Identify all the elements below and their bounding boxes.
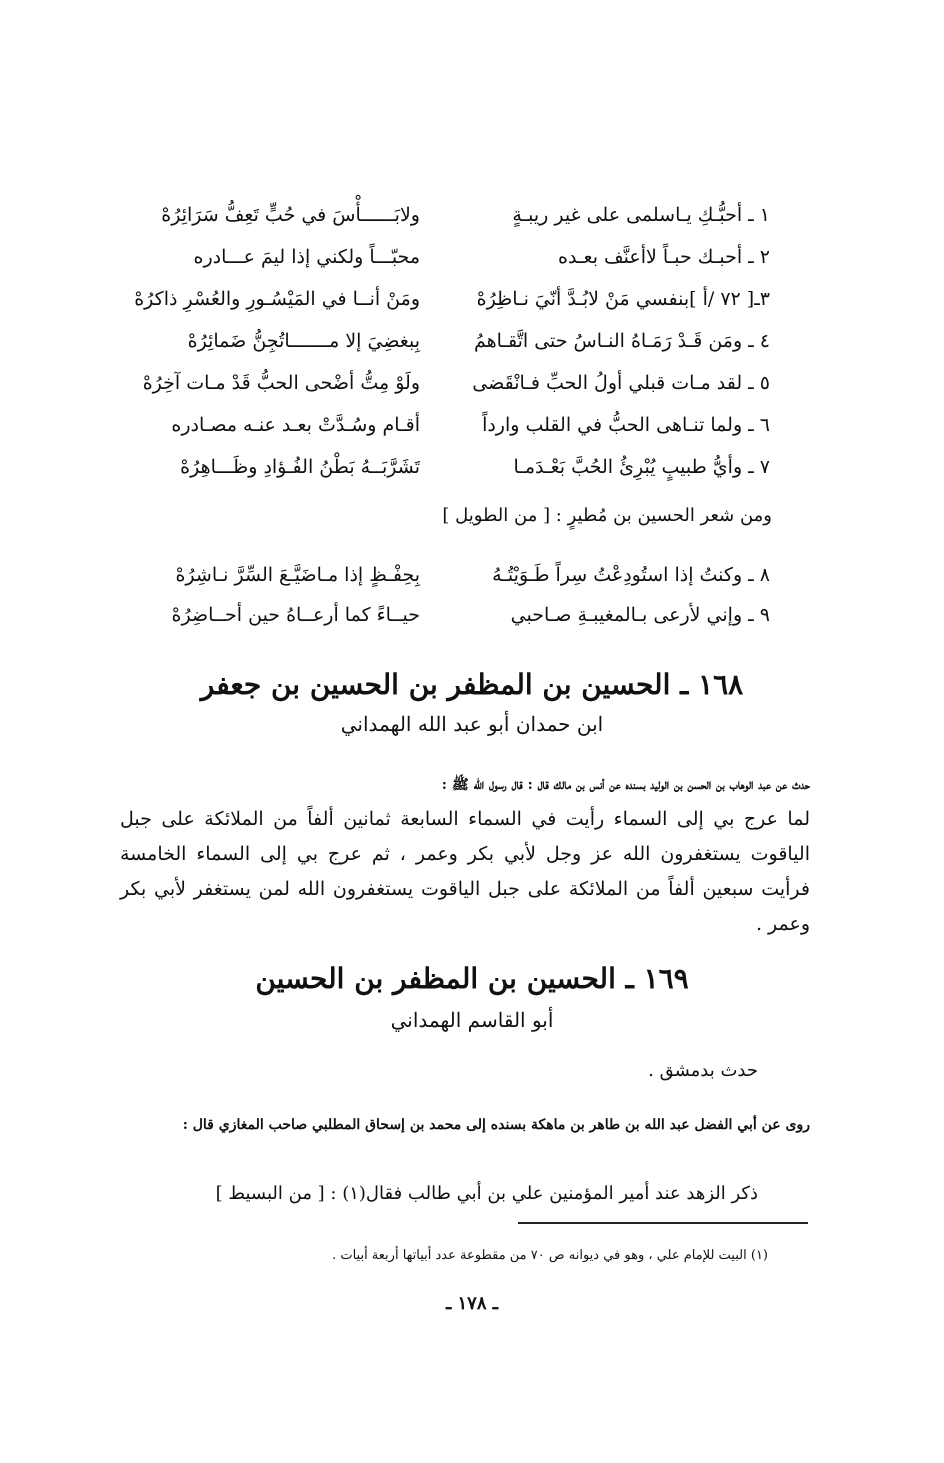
verse-second-hemistich: ولابَــــــأْسَ في حُبٍّ تَعِفُّ سَرَائِرُهْ [161,204,420,226]
verse-second-hemistich: محبّـــاً ولكني إذا ليمَ عـــادره [193,246,420,268]
verse-second-hemistich: حيــاءً كما أرعــاهُ حين أحــاضِرُهْ [171,604,420,626]
page-number: ـ ١٧٨ ـ [445,1293,499,1314]
verse-row [120,452,770,492]
verse-second-hemistich: تَشَرَّبَــهُ بَطْنُ الفُـؤادِ وظَـــاهِرُهْ [180,456,420,478]
entry-168-subtitle: ابن حمدان أبو عبد الله الهمداني [340,712,604,736]
verse-first-hemistich: ٩ ـ وإني لأرعى بـالمغيبـةِ صـاحبي [510,604,770,626]
verse-second-hemistich: بِحِفْـظٍ إذا مـاضَيَّـعَ السِّرَّ نـاشِرُهْ [175,564,420,586]
verse-row [120,284,770,324]
entry-169-isnad: روى عن أبي الفضل عبد الله بن طاهر بن ماهكة بسنده إلى محمد بن إسحاق المطلبي صاحب المغازي قال : [182,1117,810,1133]
verse-second-hemistich: أقـام وسُـدَّتْ بعـد عنـه مصـادره [171,414,420,436]
verse-second-hemistich: ومَنْ أنــا في المَيْسُـورِ والعُسْرِ ذاكرُهْ [134,288,420,310]
entry-168-hadith-text: لما عرج بي إلى السماء رأيت في السماء السابعة ثمانين ألفاً من الملائكة على جبل الياقوت يستغفرون الله عز وجل لأبي بكر وعمر ، ثم عرج بي إلى السماء الخامسة فرأيت سبعين ألفاً من الملائكة على جبل الياقوت يستغفرون الله لمن يستغفر لأبي بكر وعمر . [120,808,810,935]
poem-meter-note: ومن شعر الحسين بن مُطيرٍ : [ من الطويل ] [442,505,772,526]
verse-first-hemistich: ٨ ـ وكنتُ إذا استُودِعْتُ سِراً طَـوَيْتُـهُ [492,564,770,586]
entry-168-isnad: حدث عن عبد الوهاب بن الحسن بن الوليد بسنده عن أنس بن مالك قال : قال رسول الله ﷺ : [441,777,810,793]
entry-169-subtitle: أبو القاسم الهمداني [390,1008,554,1032]
verse-second-hemistich: بِبغضِيَ إلا مـــــــاتُجِنُّ ضَمائِرُهْ [187,330,420,352]
verse-row [120,600,770,640]
verse-second-hemistich: ولَوْ مِتُّ أضْحى الحبُّ قَدْ مـات آخِرُهْ [142,372,420,394]
verse-row [120,326,770,366]
verse-first-hemistich: ٣ـ[ ٧٢ /أ ]بنفسي مَنْ لابُـدَّ أنّيَ نـاظِرُهْ [476,288,770,310]
footnote: (١) البيت للإمام علي ، وهو في ديوانه ص ٧٠ من مقطوعة عدد أبياتها أربعة أبيات . [332,1248,768,1263]
verse-first-hemistich: ١ ـ أحبُّـكِ يـاسلمى على غير ريبـةٍ [512,204,770,226]
entry-169-title: ١٦٩ ـ الحسين بن المظفر بن الحسين [255,962,689,995]
verse-first-hemistich: ٧ ـ وأيُّ طبيبٍ يُبْرِئُ الحُبَّ بَعْـدَمـا [513,456,770,478]
entry-169-note: حدث بدمشق . [648,1060,758,1081]
verse-row [120,560,770,600]
verse-row [120,200,770,240]
verse-row [120,410,770,450]
verse-row [120,368,770,408]
verse-row [120,242,770,282]
entry-168-title: ١٦٨ ـ الحسين بن المظفر بن الحسين بن جعفر [200,668,744,701]
verse-first-hemistich: ٦ ـ ولما تنـاهى الحبُّ في القلب وارداً [482,414,770,436]
verse-first-hemistich: ٤ ـ ومَن قَـدْ رَمَـاهُ النـاسُ حتى اتَّقـاهمُ [473,330,770,352]
verse-first-hemistich: ٢ ـ أحبـك حبـاً لاأعنَّف بعـده [558,246,770,268]
footnote-divider [518,1222,808,1224]
entry-169-verse-intro: ذكر الزهد عند أمير المؤمنين علي بن أبي طالب فقال(١) : [ من البسيط ] [215,1183,758,1204]
verse-first-hemistich: ٥ ـ لقد مـات قبلي أولُ الحبِّ فـانْقَضى [472,372,770,394]
